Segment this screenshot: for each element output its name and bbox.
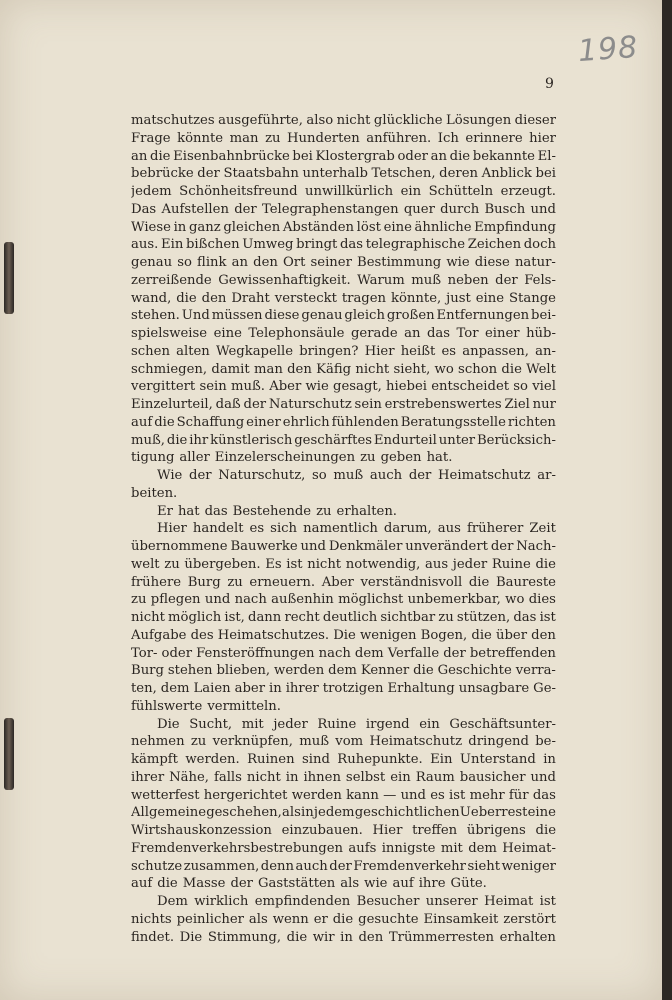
text-line: ihrer Nähe, falls nicht in ihnen selbst ein Raum bausicher und — [131, 769, 556, 785]
text-line: Aufgabe des Heimatschutzes. Die wenigen Bogen, die über den — [131, 627, 556, 643]
binding-staple-top — [4, 242, 14, 314]
text-line: Tor- oder Fensteröffnungen nach dem Verfalle der betreffenden — [131, 645, 556, 661]
text-line: frühere Burg zu erneuern. Aber verständnisvoll die Baureste — [131, 574, 556, 590]
text-line: Burg stehen blieben, werden dem Kenner die Geschichte verra- — [131, 663, 556, 679]
text-line: wetterfest hergerichtet werden kann — und es ist mehr für das — [131, 787, 556, 803]
text-line: Einzelurteil, daß der Naturschutz sein erstrebenswertes Ziel nur — [131, 397, 556, 412]
text-line: matschutzes ausgeführte, also nicht glückliche Lösungen dieser — [131, 113, 556, 128]
text-line: ten, dem Laien aber in ihrer trotzigen Erhaltung unsagbare Ge- — [131, 681, 556, 696]
page-edge-shadow — [662, 0, 672, 1000]
text-line: welt zu übergeben. Es ist nicht notwendig, aus jeder Ruine die — [131, 556, 556, 572]
text-line: Frage könnte man zu Hunderten anführen. Ich erinnere hier — [131, 130, 556, 146]
text-line: Dem wirklich empfindenden Besucher unserer Heimat ist — [157, 894, 556, 909]
text-line: bebrücke der Staatsbahn unterhalb Tetschen, deren Anblick bei — [131, 166, 556, 182]
text-line: an die Eisenbahnbrücke bei Klostergrab oder an die bekannte El- — [131, 148, 556, 164]
text-line: Die Sucht, mit jeder Ruine irgend ein Geschäftsunter- — [157, 716, 556, 732]
text-line: Wiese in ganz gleichen Abständen löst eine ähnliche Empfindung — [131, 219, 556, 235]
text-line: nichts peinlicher als wenn er die gesuchte Einsamkeit zerstört — [131, 911, 556, 927]
text-line: genau so flink an den Ort seiner Bestimmung wie diese natur- — [131, 255, 556, 270]
binding-staple-bottom — [4, 718, 14, 790]
body-text — [131, 112, 556, 946]
text-line: schmiegen, damit man den Käfig nicht sieht, wo schon die Welt — [131, 361, 556, 377]
text-line: übernommene Bauwerke und Denkmäler unverändert der Nach- — [131, 539, 556, 554]
text-line: findet. Die Stimmung, die wir in den Trümmerresten erhalten — [131, 929, 556, 945]
text-line: spielsweise eine Telephonsäule gerade an das Tor einer hüb- — [131, 326, 556, 341]
text-line: fühlswerte vermitteln. — [131, 698, 281, 714]
text-line: auf die Masse der Gaststätten als wie auf ihre Güte. — [131, 876, 487, 892]
text-line: wand, die den Draht versteckt tragen könnte, just eine Stange — [131, 290, 556, 306]
text-line: jedem Schönheitsfreund unwillkürlich ein Schütteln erzeugt. — [131, 184, 556, 199]
text-line: nicht möglich ist, dann recht deutlich sichtbar zu stützen, das ist — [131, 610, 556, 625]
text-line: muß, die ihr künstlerisch geschärftes Endurteil unter Berücksich- — [131, 432, 556, 448]
text-line: beiten. — [131, 485, 178, 501]
text-line: vergittert sein muß. Aber wie gesagt, hiebei entscheidet so viel — [131, 379, 556, 395]
text-line: nehmen zu verknüpfen, muß vom Heimatschutz dringend be- — [131, 734, 556, 750]
text-line: Er hat das Bestehende zu erhalten. — [157, 503, 398, 519]
text-line: zerreißende Gewissenhaftigkeit. Warum muß neben der Fels- — [131, 272, 556, 288]
text-line: aus. Ein bißchen Umweg bringt das telegraphische Zeichen doch — [131, 237, 556, 253]
text-line: stehen. Und müssen diese genau gleich großen Entfernungen bei- — [131, 308, 556, 324]
text-line: tigung aller Einzelerscheinungen zu geben hat. — [131, 450, 453, 466]
archive-number: 198 — [576, 29, 640, 70]
text-line: kämpft werden. Ruinen sind Ruhepunkte. Ein Unterstand in — [131, 752, 556, 767]
text-line: Fremdenverkehrsbestrebungen aufs innigste mit dem Heimat- — [131, 840, 556, 856]
text-line: Allgemeine geschehen, als in jedem geschichtlichen Ueberrest eine — [131, 805, 556, 821]
page-number: 9 — [545, 76, 554, 92]
text-line: Hier handelt es sich namentlich darum, aus früherer Zeit — [157, 521, 556, 537]
text-line: schutze zusammen, denn auch der Fremdenverkehr sieht weniger — [131, 858, 556, 874]
text-line: Das Aufstellen der Telegraphenstangen quer durch Busch und — [131, 201, 556, 217]
text-line: zu pflegen und nach außenhin möglichst unbemerkbar, wo dies — [131, 592, 556, 608]
text-line: Wirtshauskonzession einzubauen. Hier treffen übrigens die — [131, 823, 556, 838]
text-line: schen alten Wegkapelle bringen? Hier heißt es anpassen, an- — [131, 343, 556, 359]
text-line: Wie der Naturschutz, so muß auch der Heimatschutz ar- — [157, 468, 556, 483]
text-line: auf die Schaffung einer ehrlich fühlenden Beratungsstelle richten — [131, 414, 556, 430]
